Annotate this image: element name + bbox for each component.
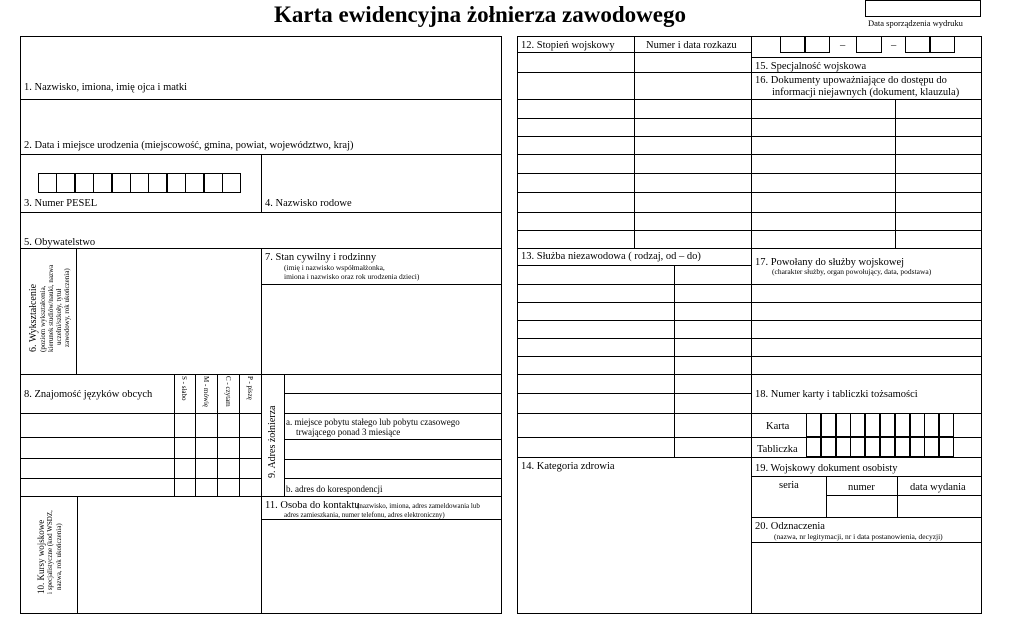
tag-number-box[interactable] bbox=[836, 437, 851, 457]
field-17-row-line bbox=[751, 284, 982, 285]
tag-number-box[interactable] bbox=[880, 437, 895, 457]
tag-number-box[interactable] bbox=[821, 437, 836, 457]
field-16-row-line bbox=[751, 173, 982, 174]
field-2-input[interactable] bbox=[22, 101, 500, 138]
field-17-row-line bbox=[751, 338, 982, 339]
field-18-id-label: 18. Numer karty i tabliczki tożsamości bbox=[755, 389, 918, 400]
pesel-digit-box[interactable] bbox=[167, 173, 186, 193]
field-7-marital-label: 7. Stan cywilny i rodzinny bbox=[265, 252, 377, 263]
specialty-box-divider bbox=[930, 36, 931, 53]
field-8-languages-label: 8. Znajomość języków obcych bbox=[24, 389, 153, 400]
pesel-digit-box[interactable] bbox=[56, 173, 75, 193]
field-17-row-line bbox=[751, 302, 982, 303]
field-13-row-line bbox=[517, 338, 751, 339]
field-16-row-line bbox=[751, 230, 982, 231]
field-18-card-label: Karta bbox=[766, 421, 790, 432]
card-number-box[interactable] bbox=[895, 413, 910, 437]
field-6-sub-3: zawodowy, rok ukończenia) bbox=[63, 268, 71, 347]
field-12-row-line bbox=[517, 136, 751, 137]
field-16-row-line bbox=[751, 136, 982, 137]
field-6-sub-1: kierunek studiów/nauki, nazwa bbox=[47, 264, 55, 352]
field-13-service-label: 13. Służba niezawodowa ( rodzaj, od – do) bbox=[521, 251, 701, 262]
field-19-col-series: seria bbox=[779, 480, 799, 491]
tag-number-box[interactable] bbox=[850, 437, 865, 457]
field-16-docs-label-0: 16. Dokumenty upoważniające do dostępu do bbox=[755, 75, 947, 86]
field-13-row-line bbox=[517, 393, 751, 394]
field-5-citizenship-label: 5. Obywatelstwo bbox=[24, 237, 96, 248]
field-16-row-line bbox=[751, 192, 982, 193]
field-12-row-line bbox=[517, 99, 751, 100]
pesel-digit-box[interactable] bbox=[38, 173, 57, 193]
field-13-row-line bbox=[517, 284, 751, 285]
specialty-box[interactable] bbox=[805, 36, 830, 53]
field-16-docs-label-1: informacji niejawnych (dokument, klauzula) bbox=[772, 87, 960, 98]
field-12-row-line bbox=[517, 212, 751, 213]
field-12-row-line bbox=[517, 173, 751, 174]
field-11-sub-1: adres zamieszkania, numer telefonu, adres elektroniczny) bbox=[284, 511, 445, 519]
tag-number-box[interactable] bbox=[924, 437, 939, 457]
field-4-maiden-name-label: 4. Nazwisko rodowe bbox=[265, 198, 352, 209]
field-10-sub-0: i specjalistyczne (kod WSDZ, bbox=[46, 510, 54, 594]
print-date-label: Data sporządzenia wydruku bbox=[868, 18, 963, 28]
field-14-health-label: 14. Kategoria zdrowia bbox=[521, 461, 615, 472]
field-14-input[interactable] bbox=[519, 477, 749, 612]
field-7-sub-1: imiona i nazwisko oraz rok urodzenia dzieci) bbox=[284, 272, 420, 281]
field-13-row-line bbox=[517, 302, 751, 303]
field-9b-label: b. adres do korespondencji bbox=[286, 484, 383, 494]
field-17-row-line bbox=[751, 356, 982, 357]
specialty-box[interactable] bbox=[905, 36, 930, 53]
field-1-name-label: 1. Nazwisko, imiona, imię ojca i matki bbox=[24, 82, 188, 93]
specialty-box[interactable] bbox=[780, 36, 805, 53]
field-12-row-line bbox=[517, 118, 751, 119]
field-2-birth-label: 2. Data i miejsce urodzenia (miejscowość, gmina, powiat, województwo, kraj) bbox=[24, 140, 354, 151]
field-12-row-line bbox=[517, 52, 751, 53]
field-12-row-line bbox=[517, 154, 751, 155]
field-13-row-line bbox=[517, 320, 751, 321]
field-6-education-label: 6. Wykształcenie bbox=[28, 283, 39, 352]
field-7-input[interactable] bbox=[263, 286, 500, 372]
field-3-pesel-label: 3. Numer PESEL bbox=[24, 198, 98, 209]
field-11-sub-0: (nazwisko, imiona, adres zameldowania lub bbox=[357, 502, 480, 510]
lang-col-c: C - czytam bbox=[224, 376, 232, 407]
field-12-rank-label: 12. Stopień wojskowy bbox=[521, 40, 615, 51]
field-20-sub: (nazwa, nr legitymacji, nr i data postanowienia, decyzji) bbox=[774, 532, 943, 541]
field-6-sub-2: uczelni/szkoły, tytuł bbox=[55, 288, 63, 345]
field-11-input[interactable] bbox=[263, 521, 500, 612]
field-10-courses-label: 10. Kursy wojskowe bbox=[36, 519, 46, 594]
pesel-digit-box[interactable] bbox=[204, 173, 223, 193]
field-20-awards-label: 20. Odznaczenia bbox=[755, 521, 825, 532]
print-date-field[interactable] bbox=[865, 0, 981, 17]
pesel-digit-box[interactable] bbox=[185, 173, 204, 193]
field-19-col-number: numer bbox=[848, 482, 875, 493]
field-11-contact-label: 11. Osoba do kontaktu bbox=[265, 500, 360, 511]
field-17-row-line bbox=[751, 320, 982, 321]
pesel-digit-box[interactable] bbox=[112, 173, 131, 193]
card-number-box[interactable] bbox=[821, 413, 836, 437]
tag-number-box[interactable] bbox=[910, 437, 925, 457]
pesel-digit-box[interactable] bbox=[222, 173, 241, 193]
field-19-col-date: data wydania bbox=[910, 482, 966, 493]
field-1-input[interactable] bbox=[22, 38, 500, 80]
field-9a-label-0: a. miejsce pobytu stałego lub pobytu czasowego bbox=[286, 417, 460, 427]
tag-number-box[interactable] bbox=[895, 437, 910, 457]
spec-dash-1: – bbox=[840, 40, 846, 51]
field-13-row-line bbox=[517, 265, 751, 266]
field-16-row-line bbox=[751, 212, 982, 213]
pesel-digit-box[interactable] bbox=[75, 173, 94, 193]
field-16-row-line bbox=[751, 99, 982, 100]
field-17-sub: (charakter służby, organ powołujący, data, podstawa) bbox=[772, 267, 932, 276]
tag-number-box[interactable] bbox=[865, 437, 880, 457]
specialty-box-divider bbox=[805, 36, 806, 53]
lang-col-p: P - piszę bbox=[246, 376, 254, 400]
pesel-digit-box[interactable] bbox=[130, 173, 149, 193]
lang-col-s: S - słabo bbox=[180, 376, 188, 401]
field-6-input[interactable] bbox=[78, 250, 259, 372]
field-10-input[interactable] bbox=[79, 498, 259, 612]
card-number-box[interactable] bbox=[850, 413, 865, 437]
field-19-military-doc-label: 19. Wojskowy dokument osobisty bbox=[755, 463, 898, 474]
spec-dash-2: – bbox=[891, 40, 897, 51]
card-number-box[interactable] bbox=[836, 413, 851, 437]
pesel-digit-box[interactable] bbox=[148, 173, 167, 193]
card-number-box[interactable] bbox=[806, 413, 821, 437]
specialty-box[interactable] bbox=[856, 36, 882, 53]
field-12-row-line bbox=[517, 192, 751, 193]
field-6-sub-0: (poziom wykształcenia, bbox=[39, 285, 47, 352]
field-15-specialty-label: 15. Specjalność wojskowa bbox=[755, 61, 867, 72]
card-number-box[interactable] bbox=[939, 413, 954, 437]
field-9-address-label: 9. Adres żołnierza bbox=[267, 405, 278, 478]
field-13-row-line bbox=[517, 356, 751, 357]
field-12-row-line bbox=[517, 230, 751, 231]
field-20-input[interactable] bbox=[753, 544, 980, 612]
card-number-box[interactable] bbox=[910, 413, 925, 437]
specialty-box[interactable] bbox=[930, 36, 955, 53]
tag-number-box[interactable] bbox=[939, 437, 954, 457]
field-7-sub-0: (imię i nazwisko współmałżonka, bbox=[284, 263, 385, 272]
field-12-order-label: Numer i data rozkazu bbox=[646, 40, 737, 51]
field-9a-label-1: trwającego ponad 3 miesiące bbox=[296, 427, 401, 437]
field-13-row-line bbox=[517, 374, 751, 375]
card-number-box[interactable] bbox=[924, 413, 939, 437]
field-12-row-line bbox=[517, 72, 751, 73]
pesel-digit-box[interactable] bbox=[93, 173, 112, 193]
card-number-box[interactable] bbox=[865, 413, 880, 437]
field-18-tag-label: Tabliczka bbox=[757, 444, 798, 455]
field-13-row-line bbox=[517, 437, 751, 438]
lang-col-m: M - mówię bbox=[202, 376, 210, 408]
field-13-row-line bbox=[517, 413, 751, 414]
field-16-row-line bbox=[751, 154, 982, 155]
form-title: Karta ewidencyjna żołnierza zawodowego bbox=[273, 2, 686, 27]
field-10-sub-1: nazwa, rok ukończenia) bbox=[55, 523, 63, 590]
card-number-box[interactable] bbox=[880, 413, 895, 437]
field-16-row-line bbox=[751, 118, 982, 119]
field-17-appointed-label: 17. Powołany do służby wojskowej bbox=[755, 257, 905, 268]
tag-number-box[interactable] bbox=[806, 437, 821, 457]
